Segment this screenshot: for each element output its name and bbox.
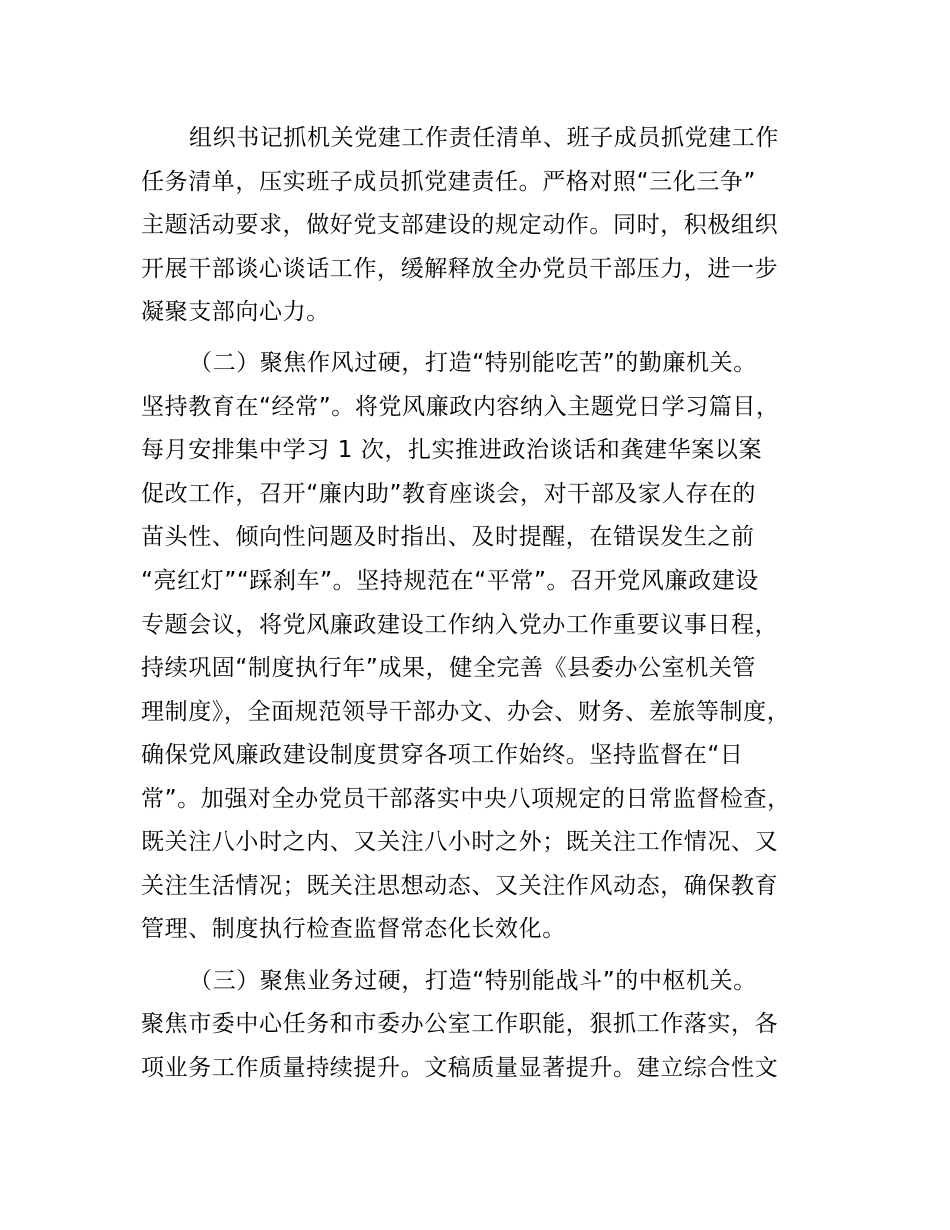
text-line: 坚持教育在“经常”。将党风廉政内容纳入主题党日学习篇目，	[141, 394, 780, 420]
text-line: 聚焦市委中心任务和市委办公室工作职能，狠抓工作落实，各	[141, 1011, 779, 1037]
text-line: 任务清单，压实班子成员抓党建责任。严格对照“三化三争”	[141, 169, 757, 195]
section-heading-3: （三）聚焦业务过硬，打造“特别能战斗”的中枢机关。	[189, 968, 757, 994]
text-line: 苗头性、倾向性问题及时指出、及时提醒，在错误发生之前	[141, 524, 755, 550]
text-line: 项业务工作质量持续提升。文稿质量显著提升。建立综合性文	[141, 1055, 779, 1081]
text-line: 凝聚支部向心力。	[141, 299, 330, 325]
text-line: 专题会议，将党风廉政建设工作纳入党办工作重要议事日程，	[141, 612, 779, 638]
text-line: 管理、制度执行检查监督常态化长效化。	[141, 916, 566, 942]
text-line: 每月安排集中学习 1 次，扎实推进政治谈话和龚建华案以案	[141, 437, 763, 463]
text-line: 常”。加强对全办党员干部落实中央八项规定的日常监督检查，	[141, 786, 791, 812]
text-line: 促改工作，召开“廉内助”教育座谈会，对干部及家人存在的	[141, 481, 757, 507]
text-line: 持续巩固“制度执行年”成果，健全完善《县委办公室机关管	[141, 655, 757, 681]
section-heading-2: （二）聚焦作风过硬，打造“特别能吃苦”的勤廉机关。	[189, 350, 757, 376]
text-line: 开展干部谈心谈话工作，缓解释放全办党员干部压力，进一步	[141, 256, 779, 282]
text-line: 既关注八小时之内、又关注八小时之外；既关注工作情况、又	[141, 829, 779, 855]
text-line: 组织书记抓机关党建工作责任清单、班子成员抓党建工作	[189, 125, 779, 151]
text-line: 主题活动要求，做好党支部建设的规定动作。同时，积极组织	[141, 212, 779, 238]
text-line: 理制度》，全面规范领导干部办文、办会、财务、差旅等制度，	[141, 699, 791, 725]
text-line: “亮红灯”“踩刹车”。坚持规范在“平常”。召开党风廉政建设	[141, 568, 759, 594]
text-line: 确保党风廉政建设制度贯穿各项工作始终。坚持监督在“日	[141, 742, 744, 768]
text-line: 关注生活情况；既关注思想动态、又关注作风动态，确保教育	[141, 873, 779, 899]
